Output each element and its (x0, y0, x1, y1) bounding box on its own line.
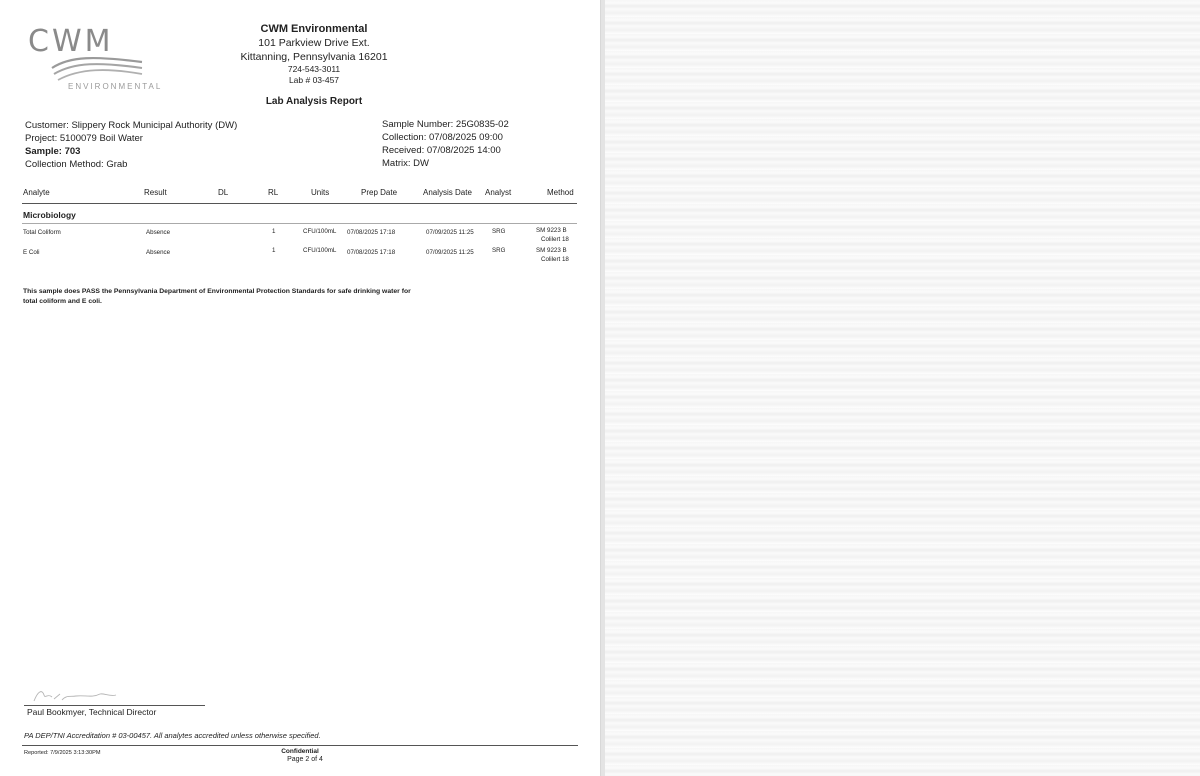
phone-number: 724-543-3011 (287, 64, 341, 74)
confidential-label: Confidential (281, 748, 319, 755)
col-header-result: Result (144, 188, 167, 197)
result-cell: Absence (146, 249, 171, 256)
analyst-cell: SRG (492, 228, 506, 235)
customer-line: Customer: Slippery Rock Municipal Authority (DW) (25, 120, 238, 131)
company-logo (22, 24, 197, 94)
logo-wave-icon (50, 54, 145, 82)
page-number: Page 2 of 4 (287, 756, 323, 763)
prep-date-cell: 07/08/2025 17:18 (347, 249, 396, 256)
remark-line-2: total coliform and E coli. (23, 298, 102, 305)
collection-method-line: Collection Method: Grab (25, 159, 128, 170)
analyte-cell: Total Coliform (23, 229, 61, 236)
analysis-date-cell: 07/09/2025 11:25 (426, 249, 474, 256)
address-line-1: 101 Parkview Drive Ext. (258, 37, 370, 49)
section-rule (22, 223, 577, 224)
col-header-units: Units (311, 188, 330, 197)
col-header-prep-date: Prep Date (361, 188, 398, 197)
report-title: Lab Analysis Report (265, 96, 363, 107)
method-detail-cell: Colilert 18 (541, 256, 569, 263)
company-name: CWM Environmental (260, 23, 368, 35)
pass-remark (23, 287, 493, 307)
units-cell: CFU/100mL (303, 228, 337, 235)
table-header-rule (22, 203, 577, 204)
col-header-analyst: Analyst (485, 188, 512, 197)
sample-number-line: Sample Number: 25G0835-02 (382, 119, 509, 130)
accreditation-note: PA DEP/TNI Accreditation # 03-00457. All analytes accredited unless otherwise specified. (24, 731, 321, 740)
collection-line: Collection: 07/08/2025 09:00 (382, 132, 503, 143)
col-header-method: Method (547, 188, 574, 197)
col-header-analyte: Analyte (23, 188, 50, 197)
logo-subtitle: ENVIRONMENTAL (68, 82, 163, 91)
blank-scanned-page (600, 0, 1200, 776)
reported-timestamp: Reported: 7/9/2025 3:13:30PM (24, 750, 101, 756)
lab-number: Lab # 03-457 (288, 75, 340, 85)
signature-image (30, 685, 150, 705)
project-line: Project: 5100079 Boil Water (25, 133, 143, 144)
method-cell: SM 9223 B (536, 227, 567, 234)
method-detail-cell: Colilert 18 (541, 236, 569, 243)
logo-wordmark: CWM (28, 24, 114, 59)
prep-date-cell: 07/08/2025 17:18 (347, 229, 396, 236)
rl-cell: 1 (272, 228, 276, 235)
remark-line-1: This sample does PASS the Pennsylvania Department of Environmental Protection Standards for safe drinking water for (23, 288, 411, 295)
rl-cell: 1 (272, 247, 276, 254)
units-cell: CFU/100mL (303, 247, 337, 254)
footer-rule (22, 745, 578, 746)
signature-line (24, 705, 205, 706)
method-cell: SM 9223 B (536, 247, 567, 254)
col-header-dl: DL (218, 188, 229, 197)
col-header-analysis-date: Analysis Date (423, 188, 472, 197)
sample-info (382, 118, 509, 170)
customer-info (25, 119, 237, 171)
col-header-rl: RL (268, 188, 279, 197)
address-line-2: Kittanning, Pennsylvania 16201 (240, 51, 388, 63)
matrix-line: Matrix: DW (382, 158, 429, 169)
analyst-cell: SRG (492, 247, 506, 254)
analyte-cell: E Coli (23, 249, 40, 256)
analysis-date-cell: 07/09/2025 11:25 (426, 229, 474, 236)
sample-line: Sample: 703 (25, 146, 81, 157)
result-cell: Absence (146, 229, 171, 236)
section-title-microbiology: Microbiology (23, 210, 76, 220)
received-line: Received: 07/08/2025 14:00 (382, 145, 501, 156)
signatory-name: Paul Bookmyer, Technical Director (27, 707, 157, 717)
page-edge-shadow (601, 0, 605, 776)
